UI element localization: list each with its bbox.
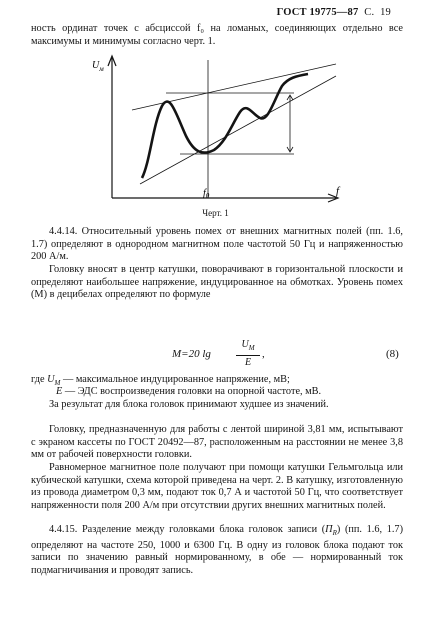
paragraph-result: За результат для блока головок принимают худшее из значений. bbox=[49, 399, 329, 410]
where-word: где bbox=[31, 374, 45, 385]
crosstalk-symbol: $П_R$ bbox=[325, 524, 337, 538]
y-axis-label: $U_м$ bbox=[92, 60, 104, 73]
where-symbol-e: E bbox=[56, 386, 63, 397]
page-header bbox=[277, 7, 391, 18]
paragraph-field: Равномерное магнитное поле получают при помощи катушки Гельмгольца или кубической катушки, схема которой приведена на черт. 2. В катушку, изготовленную из провода диаметром 0,3 мм, подают ток 0,7 А и частотой 50 Гц, что соответствует напряженности поля 200 А/м при отсутствии других внешних магнитных полей. bbox=[31, 462, 403, 511]
paragraph-top: ность ординат точек с абсциссой f₀ на ломаных, соединяющих отдельно все максимумы и минимумы согласно черт. 1. bbox=[31, 23, 403, 47]
figure-caption: Черт. 1 bbox=[202, 208, 229, 218]
formula-number: (8) bbox=[386, 348, 399, 360]
formula-denominator: E bbox=[244, 357, 252, 368]
paragraph-4-4-14: 4.4.14. Относительный уровень помех от внешних магнитных полей (пп. 1.6, 1.7) определяют в однородном магнитном поле частотой 50 Гц и напряженностью 200 А/м. bbox=[31, 226, 403, 263]
paragraph-4-4-14-method: Головку вносят в центр катушки, поворачивают в горизонтальной плоскости и определяют наибольшее напряжение, индуцированное на обмотках. Уровень помех (M) в децибелах определяют по формуле bbox=[31, 264, 403, 301]
level-difference-arrow bbox=[287, 95, 293, 152]
formula-8 bbox=[0, 338, 431, 372]
formula-numerator-sub: M bbox=[248, 344, 255, 352]
response-curve bbox=[142, 74, 308, 178]
figure-1 bbox=[90, 54, 350, 204]
x-axis-label: f bbox=[336, 185, 340, 197]
formula-numerator: U bbox=[241, 339, 249, 350]
where-symbol-um: $U_M$ bbox=[47, 374, 61, 388]
page-number: 19 bbox=[380, 7, 391, 18]
formula-comma: , bbox=[262, 348, 265, 360]
f0-label: $f_0$ bbox=[203, 188, 210, 200]
formula-fraction bbox=[236, 338, 260, 369]
where-e-text: — ЭДС воспроизведения головки на опорной частоте, мВ. bbox=[64, 386, 322, 397]
x-axis bbox=[112, 194, 338, 202]
paragraph-head-test: Головку, предназначенную для работы с лентой шириной 3,81 мм, испытывают с экраном кассеты по ГОСТ 20492—87, расположенным на расстоянии не менее 3,8 мм от рабочей поверхности головки. bbox=[31, 424, 403, 461]
where-um-text: — максимальное индуцированное напряжение, мВ; bbox=[62, 374, 290, 385]
where-line-2 bbox=[56, 386, 403, 399]
y-axis bbox=[108, 56, 116, 198]
formula-lhs: M=20 lg bbox=[172, 348, 211, 360]
standard-number: ГОСТ 19775—87 bbox=[276, 7, 359, 18]
paragraph-4-4-15: 4.4.15. Разделение между головками блока головок записи $(П_R)$ (пп. 1.6, 1.7) определяют на частоте 250, 1000 и 6300 Гц. В одну из головок блока подают ток записи по значению равный нормированному, в обе — нормированный ток подмагничивания и проводят запись. bbox=[31, 524, 404, 576]
page-prefix: С. bbox=[364, 7, 375, 18]
minima-envelope bbox=[140, 76, 336, 184]
